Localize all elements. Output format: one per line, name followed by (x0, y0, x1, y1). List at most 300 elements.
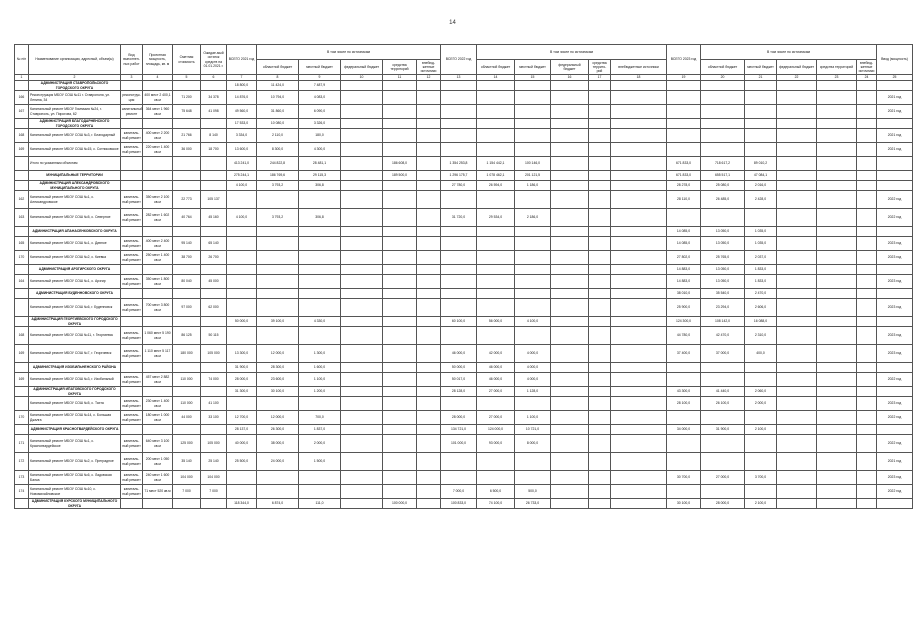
value-cell (417, 275, 441, 289)
value-cell: 100 146,0 (515, 157, 551, 171)
value-cell (777, 317, 817, 327)
value-cell (817, 345, 857, 363)
value-cell (477, 265, 515, 275)
value-cell (611, 317, 667, 327)
value-cell (417, 209, 441, 227)
header-col-19: ВСЕГО 2023 год (667, 45, 701, 75)
value-cell (441, 129, 477, 143)
object-name-cell: Капитальный ремонт МБОУ СОШ №15, с. Сотниковское (29, 143, 121, 157)
value-cell (701, 129, 745, 143)
value-cell (341, 317, 383, 327)
value-cell: 95 140 (173, 237, 201, 251)
table-row (15, 191, 913, 209)
section-row (15, 499, 913, 509)
value-cell (777, 275, 817, 289)
value-cell (341, 327, 383, 345)
value-cell (589, 485, 611, 499)
value-cell (257, 471, 299, 485)
value-cell (417, 471, 441, 485)
value-cell: 2021 год (877, 105, 913, 119)
value-cell (777, 299, 817, 317)
value-cell: 28 278,0 (667, 181, 701, 191)
value-cell (417, 299, 441, 317)
value-cell (201, 317, 227, 327)
value-cell (777, 171, 817, 181)
value-cell: 244 822,8 (257, 157, 299, 171)
row-number-cell: 172 (15, 453, 29, 471)
value-cell (341, 129, 383, 143)
value-cell: 28 481,1 (299, 157, 341, 171)
value-cell (299, 289, 341, 299)
value-cell (611, 299, 667, 317)
value-cell: 118 344,0 (227, 499, 257, 509)
value-cell (515, 119, 551, 129)
value-cell (477, 275, 515, 289)
value-cell: 31 300,0 (227, 387, 257, 397)
object-name-cell: Капитальный ремонт МБОУ СОШ №11, г. Георгиевск (29, 327, 121, 345)
value-cell (589, 317, 611, 327)
object-name-cell: Капитальный ремонт МБОУ СОШ №2, с. Киевка (29, 251, 121, 265)
value-cell (589, 171, 611, 181)
value-cell (515, 143, 551, 157)
value-cell: 71 мест 520 кв.м (143, 485, 173, 499)
value-cell: 2 100,0 (745, 425, 777, 435)
value-cell: 1 078 462,1 (477, 171, 515, 181)
value-cell (701, 105, 745, 119)
value-cell: 26 485,0 (701, 191, 745, 209)
column-number-cell: 16 (551, 75, 589, 81)
value-cell: 400 мест 2 400,1 кв.м (143, 91, 173, 105)
value-cell (817, 275, 857, 289)
value-cell (383, 345, 417, 363)
value-cell: 1 833,0 (745, 275, 777, 289)
value-cell (551, 471, 589, 485)
header-group-2021: В том числе по источникам (257, 45, 441, 60)
value-cell: 14 883,0 (667, 265, 701, 275)
value-cell (477, 327, 515, 345)
value-cell (341, 237, 383, 251)
header-col-23: средства территорий (817, 60, 857, 75)
value-cell (441, 81, 477, 91)
value-cell (341, 171, 383, 181)
value-cell (201, 363, 227, 373)
value-cell (173, 363, 201, 373)
value-cell: 11 424,0 (257, 81, 299, 91)
object-name-cell: АДМИНИСТРАЦИЯ КРАСНОГВАРДЕЙСКОГО ОКРУГА (29, 425, 121, 435)
row-number-cell: 166 (15, 91, 29, 105)
value-cell: 2023 год (877, 397, 913, 411)
object-name-cell: Капитальный ремонт МБОУ СОШ №5, с. Северное (29, 209, 121, 227)
value-cell (857, 327, 877, 345)
value-cell (441, 453, 477, 471)
value-cell: 108 142,0 (701, 317, 745, 327)
value-cell (551, 91, 589, 105)
value-cell (383, 485, 417, 499)
value-cell (417, 119, 441, 129)
value-cell (383, 387, 417, 397)
table-row (15, 299, 913, 317)
value-cell (121, 265, 143, 275)
value-cell: 220 мест 1 400 кв.м (143, 143, 173, 157)
value-cell (817, 411, 857, 425)
value-cell (745, 363, 777, 373)
value-cell (817, 397, 857, 411)
value-cell: 2 470,0 (745, 289, 777, 299)
value-cell (227, 397, 257, 411)
header-group-row (15, 45, 913, 60)
value-cell: 1 035,0 (745, 237, 777, 251)
value-cell (745, 119, 777, 129)
value-cell (589, 237, 611, 251)
value-cell (857, 345, 877, 363)
value-cell: капиталь-ный ремонт (121, 373, 143, 387)
value-cell (227, 327, 257, 345)
value-cell: 14 883,0 (667, 275, 701, 289)
value-cell (383, 105, 417, 119)
value-cell: 671 833,0 (667, 157, 701, 171)
value-cell (877, 499, 913, 509)
value-cell (589, 411, 611, 425)
value-cell (551, 181, 589, 191)
value-cell (611, 411, 667, 425)
value-cell: 2 060,0 (745, 387, 777, 397)
column-number-cell: 14 (477, 75, 515, 81)
value-cell (417, 453, 441, 471)
value-cell (551, 289, 589, 299)
value-cell (121, 171, 143, 181)
value-cell (777, 91, 817, 105)
header-col-11: средства территорий (383, 60, 417, 75)
value-cell (121, 363, 143, 373)
value-cell (515, 91, 551, 105)
value-cell: 655 517,1 (701, 171, 745, 181)
value-cell: капиталь-ный ремонт (121, 411, 143, 425)
section-row (15, 171, 913, 181)
value-cell (551, 317, 589, 327)
value-cell (701, 373, 745, 387)
header-col-2: Наименование организации, адресный, объем(ы) (29, 45, 121, 75)
value-cell (121, 157, 143, 171)
value-cell (817, 265, 857, 275)
value-cell: 36 000 (173, 143, 201, 157)
value-cell (857, 181, 877, 191)
value-cell (417, 251, 441, 265)
value-cell: 2023 год (877, 299, 913, 317)
value-cell (201, 387, 227, 397)
value-cell (857, 105, 877, 119)
value-cell (341, 345, 383, 363)
value-cell: 2021 год (877, 453, 913, 471)
value-cell (515, 191, 551, 209)
value-cell (611, 485, 667, 499)
value-cell: 4 100,0 (515, 317, 551, 327)
value-cell: 44 780,0 (667, 327, 701, 345)
value-cell (857, 129, 877, 143)
object-name-cell: Капитальный ремонт МБОУ СОШ №5, с. Тахта (29, 397, 121, 411)
value-cell: капиталь-ный ремонт (121, 485, 143, 499)
value-cell (777, 411, 817, 425)
object-name-cell: Капитальный ремонт МБОУ СОШ №2, с. Преградное (29, 453, 121, 471)
value-cell: 35 140 (173, 453, 201, 471)
value-cell: 6 500,0 (477, 485, 515, 499)
header-col-20: областной бюджет (701, 60, 745, 75)
value-cell (299, 471, 341, 485)
value-cell: 104 000 (173, 471, 201, 485)
value-cell: 38 700 (173, 251, 201, 265)
value-cell (817, 289, 857, 299)
value-cell (551, 397, 589, 411)
header-col-15: местный бюджет (515, 60, 551, 75)
value-cell (257, 485, 299, 499)
value-cell (383, 143, 417, 157)
value-cell: 34 378 (201, 91, 227, 105)
value-cell: капиталь-ный ремонт (121, 453, 143, 471)
value-cell (173, 119, 201, 129)
row-number-cell: 174 (15, 485, 29, 499)
value-cell (857, 425, 877, 435)
value-cell (857, 499, 877, 509)
object-name-cell: Капитальный ремонт МБОУ СОШ №1, с. Александровское (29, 191, 121, 209)
value-cell (551, 275, 589, 289)
value-cell: 1 060 мест 5 190 кв.м (143, 327, 173, 345)
value-cell (857, 289, 877, 299)
value-cell (515, 105, 551, 119)
value-cell (417, 157, 441, 171)
value-cell (745, 209, 777, 227)
row-number-cell (15, 157, 29, 171)
value-cell: 3 334,0 (227, 129, 257, 143)
value-cell: 2023 год (877, 237, 913, 251)
value-cell (515, 453, 551, 471)
value-cell: 7 000 (173, 485, 201, 499)
value-cell (477, 91, 515, 105)
value-cell: 2023 год (877, 251, 913, 265)
value-cell (299, 397, 341, 411)
value-cell (667, 485, 701, 499)
row-number-cell (15, 181, 29, 191)
value-cell: 25 140 (201, 453, 227, 471)
value-cell: 27 000,0 (701, 471, 745, 485)
value-cell (551, 387, 589, 397)
value-cell (299, 485, 341, 499)
value-cell: 110 000 (173, 373, 201, 387)
table-row (15, 91, 913, 105)
value-cell: 2022 год (877, 411, 913, 425)
value-cell: 97 000 (173, 299, 201, 317)
value-cell: 3 793,2 (257, 181, 299, 191)
header-col-18: внебюджетные источники (611, 60, 667, 75)
value-cell (341, 251, 383, 265)
column-number-cell: 13 (441, 75, 477, 81)
value-cell (341, 425, 383, 435)
value-cell: 7 000,0 (441, 485, 477, 499)
value-cell (417, 171, 441, 181)
header-group-2023: В том числе по источникам (701, 45, 877, 60)
value-cell: 8 300,0 (257, 143, 299, 157)
value-cell (667, 119, 701, 129)
value-cell (817, 209, 857, 227)
value-cell: 104 000 (201, 471, 227, 485)
value-cell (777, 471, 817, 485)
value-cell (417, 91, 441, 105)
value-cell (341, 435, 383, 453)
value-cell (417, 345, 441, 363)
value-cell (777, 251, 817, 265)
value-cell (341, 373, 383, 387)
value-cell (441, 119, 477, 129)
object-name-cell: Капитальный ремонт МБОУ СОШ №1, с. Арзгир (29, 275, 121, 289)
value-cell (257, 265, 299, 275)
value-cell (477, 129, 515, 143)
value-cell (227, 485, 257, 499)
value-cell (417, 485, 441, 499)
row-number-cell: 165 (15, 237, 29, 251)
value-cell: 93 000,0 (477, 435, 515, 453)
value-cell: 28 000,0 (701, 499, 745, 509)
value-cell (589, 345, 611, 363)
column-number-cell: 25 (877, 75, 913, 81)
value-cell: 7 000 (201, 485, 227, 499)
value-cell: 28 000,0 (227, 373, 257, 387)
value-cell (857, 299, 877, 317)
value-cell: 49 560,0 (227, 105, 257, 119)
value-cell: 45 160 (201, 209, 227, 227)
value-cell (777, 157, 817, 171)
value-cell (589, 327, 611, 345)
value-cell (701, 363, 745, 373)
value-cell (745, 485, 777, 499)
value-cell (857, 91, 877, 105)
value-cell: 75 648 (173, 105, 201, 119)
value-cell (515, 289, 551, 299)
value-cell (341, 499, 383, 509)
column-number-cell: 21 (745, 75, 777, 81)
value-cell (551, 485, 589, 499)
value-cell: 12 000,0 (257, 411, 299, 425)
value-cell: 46 000,0 (477, 373, 515, 387)
value-cell: 13 050,0 (701, 227, 745, 237)
object-name-cell: АДМИНИСТРАЦИЯ ГЕОРГИЕВСКОГО ГОРОДСКОГО ОКРУГА (29, 317, 121, 327)
value-cell: 44 000 (173, 411, 201, 425)
value-cell (173, 317, 201, 327)
value-cell (341, 471, 383, 485)
value-cell (857, 397, 877, 411)
value-cell: 189 500,0 (383, 171, 417, 181)
value-cell (877, 363, 913, 373)
value-cell: 74 000 (201, 373, 227, 387)
value-cell: 100 833,0 (441, 499, 477, 509)
value-cell (417, 237, 441, 251)
value-cell: 30 100,0 (667, 499, 701, 509)
value-cell: 4 000,0 (515, 345, 551, 363)
value-cell (877, 317, 913, 327)
value-cell: 41 098 (201, 105, 227, 119)
value-cell (857, 251, 877, 265)
value-cell (227, 275, 257, 289)
value-cell: капиталь-ный ремонт (121, 327, 143, 345)
value-cell (667, 143, 701, 157)
value-cell: 1 128,0 (515, 387, 551, 397)
value-cell (173, 81, 201, 91)
value-cell (257, 275, 299, 289)
value-cell (257, 289, 299, 299)
column-number-cell: 8 (257, 75, 299, 81)
value-cell (417, 317, 441, 327)
value-cell: 18 700 (201, 143, 227, 157)
value-cell (477, 81, 515, 91)
value-cell: капиталь-ный ремонт (121, 129, 143, 143)
value-cell: 40 000,0 (227, 435, 257, 453)
value-cell (477, 237, 515, 251)
value-cell (515, 327, 551, 345)
value-cell (857, 471, 877, 485)
value-cell: 2022 год (877, 485, 913, 499)
value-cell (341, 91, 383, 105)
value-cell (257, 227, 299, 237)
row-number-cell (15, 171, 29, 181)
value-cell (341, 387, 383, 397)
value-cell (383, 363, 417, 373)
value-cell: 180,0 (299, 129, 341, 143)
value-cell: 2 000,0 (299, 435, 341, 453)
value-cell: 105 137 (201, 191, 227, 209)
value-cell (121, 119, 143, 129)
value-cell (383, 425, 417, 435)
value-cell (299, 191, 341, 209)
row-number-cell: 173 (15, 471, 29, 485)
value-cell (551, 81, 589, 91)
value-cell (857, 411, 877, 425)
value-cell (667, 363, 701, 373)
row-number-cell (15, 499, 29, 509)
value-cell: 62 000 (201, 299, 227, 317)
value-cell (383, 119, 417, 129)
value-cell (817, 453, 857, 471)
header-col-7: ВСЕГО 2021 год (227, 45, 257, 75)
value-cell (383, 299, 417, 317)
header-col-16: федеральный бюджет (551, 60, 589, 75)
value-cell (341, 227, 383, 237)
budget-table-sheet (14, 44, 908, 509)
value-cell (477, 105, 515, 119)
value-cell (341, 265, 383, 275)
value-cell (299, 327, 341, 345)
header-group-2022: В том числе по источникам (477, 45, 667, 60)
value-cell (441, 327, 477, 345)
value-cell: 31 860,0 (257, 105, 299, 119)
value-cell: 28 110,0 (667, 191, 701, 209)
value-cell: 27 802,0 (667, 251, 701, 265)
value-cell (857, 485, 877, 499)
value-cell (551, 227, 589, 237)
value-cell: 400 мест 2 400 кв.м (143, 237, 173, 251)
value-cell (817, 327, 857, 345)
value-cell (745, 81, 777, 91)
value-cell (227, 299, 257, 317)
value-cell (589, 363, 611, 373)
value-cell (441, 275, 477, 289)
value-cell: 2022 год (877, 373, 913, 387)
value-cell (341, 289, 383, 299)
value-cell (551, 345, 589, 363)
value-cell: 3 793,2 (257, 209, 299, 227)
value-cell: 40 764 (173, 209, 201, 227)
row-number-cell (15, 227, 29, 237)
value-cell: 275 244,1 (227, 171, 257, 181)
value-cell (143, 289, 173, 299)
value-cell: 25 900,0 (667, 299, 701, 317)
value-cell (817, 471, 857, 485)
